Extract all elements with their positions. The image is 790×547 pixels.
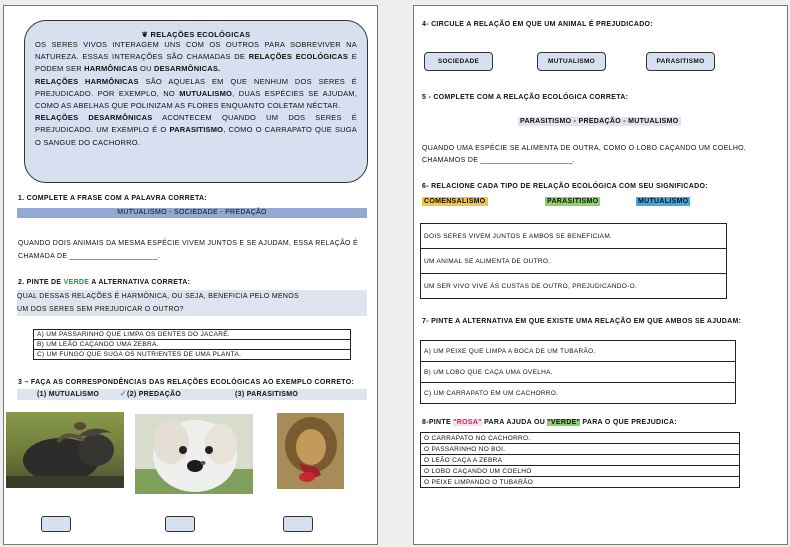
table-row[interactable] — [421, 362, 736, 383]
q3-options-bar — [17, 389, 367, 400]
plant-icon: ❦ — [141, 30, 149, 39]
option-sociedade[interactable]: SOCIEDADE — [424, 52, 493, 71]
intro-bold: DESARMÔNICAS. — [153, 64, 221, 74]
tag-parasitismo: PARASITISMO — [547, 198, 599, 205]
intro-paragraph-1 — [25, 39, 367, 76]
answer-box-3[interactable] — [283, 516, 313, 532]
table-row[interactable] — [421, 274, 727, 299]
table-row[interactable] — [421, 383, 736, 404]
q8-title-verde: "VERDE" — [547, 419, 581, 426]
intro-bold: MUTUALISMO — [179, 88, 233, 98]
intro-text: , COMO O CARRAPATO QUE SUGA O SANGUE DO CACHORRO. — [35, 125, 358, 147]
intro-bold: PARASITISMO — [169, 125, 224, 135]
q7-row-c[interactable]: C) UM CARRAPATO EM UM CACHORRO. — [421, 383, 736, 404]
q8-title-rosa: "ROSA" — [453, 419, 482, 426]
worksheet-page-1 — [3, 5, 378, 545]
q8-title-text: PARA AJUDA OU — [481, 419, 548, 426]
q8-title — [422, 418, 677, 427]
intro-paragraph-3 — [25, 112, 367, 149]
q2-question — [17, 290, 367, 316]
q7-row-a[interactable]: A) UM PEIXE QUE LIMPA A BOCA DE UM TUBARÃO. — [421, 341, 736, 362]
option-parasitismo[interactable]: PARASITISMO — [646, 52, 715, 71]
worksheet-page-2 — [413, 5, 788, 545]
q3-option-1: (1) MUTUALISMO — [37, 391, 100, 398]
answer-box-2[interactable] — [165, 516, 195, 532]
table-row[interactable] — [421, 466, 740, 477]
q2-options-table — [33, 329, 351, 360]
q6-row-3[interactable]: UM SER VIVO VIVE ÀS CUSTAS DE OUTRO, PREJUDICANDO-O. — [421, 274, 727, 299]
intro-title — [25, 30, 367, 39]
lion-image — [277, 413, 344, 489]
q6-row-1[interactable]: DOIS SERES VIVEM JUNTOS E AMBOS SE BENEFICIAM. — [421, 224, 727, 249]
q8-title-text: 8-PINTE — [422, 419, 454, 426]
buffalo-image — [6, 412, 124, 488]
intro-bold: RELAÇÕES HARMÔNICAS — [35, 76, 139, 86]
table-row[interactable] — [421, 224, 727, 249]
q2-title — [18, 278, 190, 287]
q5-sentence-line2[interactable]: CHAMAMOS DE ______________________. — [422, 157, 575, 164]
q2-question-line: QUAL DESSAS RELAÇÕES É HARMÔNICA, OU SEJA, BENEFICIA PELO MENOS — [17, 293, 299, 300]
q7-title: 7- PINTE A ALTERNATIVA EM QUE EXISTE UMA RELAÇÃO EM QUE AMBOS SE AJUDAM: — [422, 318, 742, 325]
q3-title: 3 – FAÇA AS CORRESPONDÊNCIAS DAS RELAÇÕES ECOLÓGICAS AO EXEMPLO CORRETO: — [18, 379, 355, 386]
intro-text: , DUAS ESPÉCIES SE AJUDAM, COMO AS ABELHAS QUE POLINIZAM AS FLORES ENQUANTO COLETAM NÉCTAR. — [35, 88, 358, 111]
intro-bold: RELAÇÕES DESARMÔNICAS — [35, 113, 153, 123]
q5-sentence-line1: QUANDO UMA ESPÉCIE SE ALIMENTA DE OUTRA, COMO O LOBO CAÇANDO UM COELHO, — [422, 145, 747, 152]
q3-option-3: (3) PARASITISMO — [235, 391, 299, 398]
tag-mutualismo: MUTUALISMO — [638, 198, 689, 205]
q4-title: 4- CIRCULE A RELAÇÃO EM QUE UM ANIMAL É PREJUDICADO: — [422, 21, 653, 28]
answer-box-1[interactable] — [41, 516, 71, 532]
q1-options: MUTUALISMO - SOCIEDADE - PREDAÇÃO — [17, 208, 367, 218]
q3-option-2: (2) PREDAÇÃO — [127, 391, 182, 398]
intro-paragraph-2 — [25, 76, 367, 113]
q2-title-text: 2. PINTE DE — [18, 279, 64, 286]
lion-photo — [277, 413, 344, 489]
table-row[interactable] — [421, 477, 740, 488]
q2-question-line: UM DOS SERES SEM PREJUDICAR O OUTRO? — [17, 306, 184, 313]
intro-text: ACONTECEM QUANDO UM DOS SERES É PREJUDICADO. UM EXEMPLO É O — [35, 113, 358, 135]
table-row[interactable] — [34, 340, 351, 350]
q8-row-5[interactable]: O PEIXE LIMPANDO O TUBARÃO — [421, 477, 740, 488]
tag-comensalismo: COMENSALISMO — [424, 198, 486, 205]
q8-row-3[interactable]: O LEÃO CAÇA A ZEBRA — [421, 455, 740, 466]
q7-table — [420, 340, 736, 404]
table-row[interactable] — [421, 249, 727, 274]
intro-bold: HARMÔNICAS — [84, 64, 138, 74]
intro-text: OS SERES VIVOS INTERAGEM UNS COM OS OUTROS PARA SOBREVIVER NA NATUREZA. ESSAS INTERAÇÕES SÃO CHAMADAS DE — [35, 40, 357, 62]
intro-title-text: RELAÇÕES ECOLÓGICAS — [150, 30, 251, 39]
buffalo-photo — [6, 412, 124, 488]
q2-option-a[interactable]: A) UM PASSARINHO QUE LIMPA OS DENTES DO JACARÉ. — [34, 330, 351, 340]
q5-options: PARASITISMO - PREDAÇÃO - MUTUALISMO — [520, 118, 679, 125]
q1-sentence[interactable]: QUANDO DOIS ANIMAIS DA MESMA ESPÉCIE VIVEM JUNTOS E SE AJUDAM, ESSA RELAÇÃO É CHAMADA DE _____________________. — [18, 240, 358, 260]
q2-option-b[interactable]: B) UM LEÃO CAÇANDO UMA ZEBRA. — [34, 340, 351, 350]
table-row[interactable] — [34, 330, 351, 340]
q6-row-2[interactable]: UM ANIMAL SE ALIMENTA DE OUTRO. — [421, 249, 727, 274]
q2-title-text: A ALTERNATIVA CORRETA: — [89, 279, 191, 286]
q7-row-b[interactable]: B) UM LOBO QUE CAÇA UMA OVELHA. — [421, 362, 736, 383]
intro-box — [24, 20, 368, 183]
q8-title-text: PARA O QUE PREJUDICA: — [580, 419, 677, 426]
dog-photo — [135, 414, 253, 494]
q8-table — [420, 432, 740, 488]
q8-row-2[interactable]: O PASSARINHO NO BOI. — [421, 444, 740, 455]
intro-bold: RELAÇÕES ECOLÓGICAS — [248, 52, 349, 62]
checkmark-icon: ✓ — [120, 389, 128, 398]
intro-text: E PODEM SER — [35, 52, 357, 74]
q6-title: 6- RELACIONE CADA TIPO DE RELAÇÃO ECOLÓGICA COM SEU SIGNIFICADO: — [422, 183, 708, 190]
q5-title: 5 - COMPLETE COM A RELAÇÃO ECOLÓGICA CORRETA: — [422, 94, 629, 101]
table-row[interactable] — [421, 444, 740, 455]
intro-text: OU — [137, 64, 154, 74]
option-mutualismo[interactable]: MUTUALISMO — [537, 52, 606, 71]
table-row[interactable] — [421, 341, 736, 362]
q8-row-1[interactable]: O CARRAPATO NO CACHORRO. — [421, 433, 740, 444]
q8-row-4[interactable]: O LOBO CAÇANDO UM COELHO — [421, 466, 740, 477]
q2-option-c[interactable]: C) UM FUNGO QUE SUGA OS NUTRIENTES DE UMA PLANTA. — [34, 350, 351, 360]
dog-image — [135, 414, 253, 494]
table-row[interactable] — [421, 433, 740, 444]
q2-title-verde: VERDE — [63, 279, 90, 286]
q1-title: 1. COMPLETE A FRASE COM A PALAVRA CORRETA: — [18, 195, 208, 202]
table-row[interactable] — [34, 350, 351, 360]
q6-table — [420, 223, 727, 299]
intro-text: SÃO AQUELAS EM QUE NENHUM DOS SERES É PREJUDICADO. POR EXEMPLO, NO — [35, 76, 357, 98]
table-row[interactable] — [421, 455, 740, 466]
